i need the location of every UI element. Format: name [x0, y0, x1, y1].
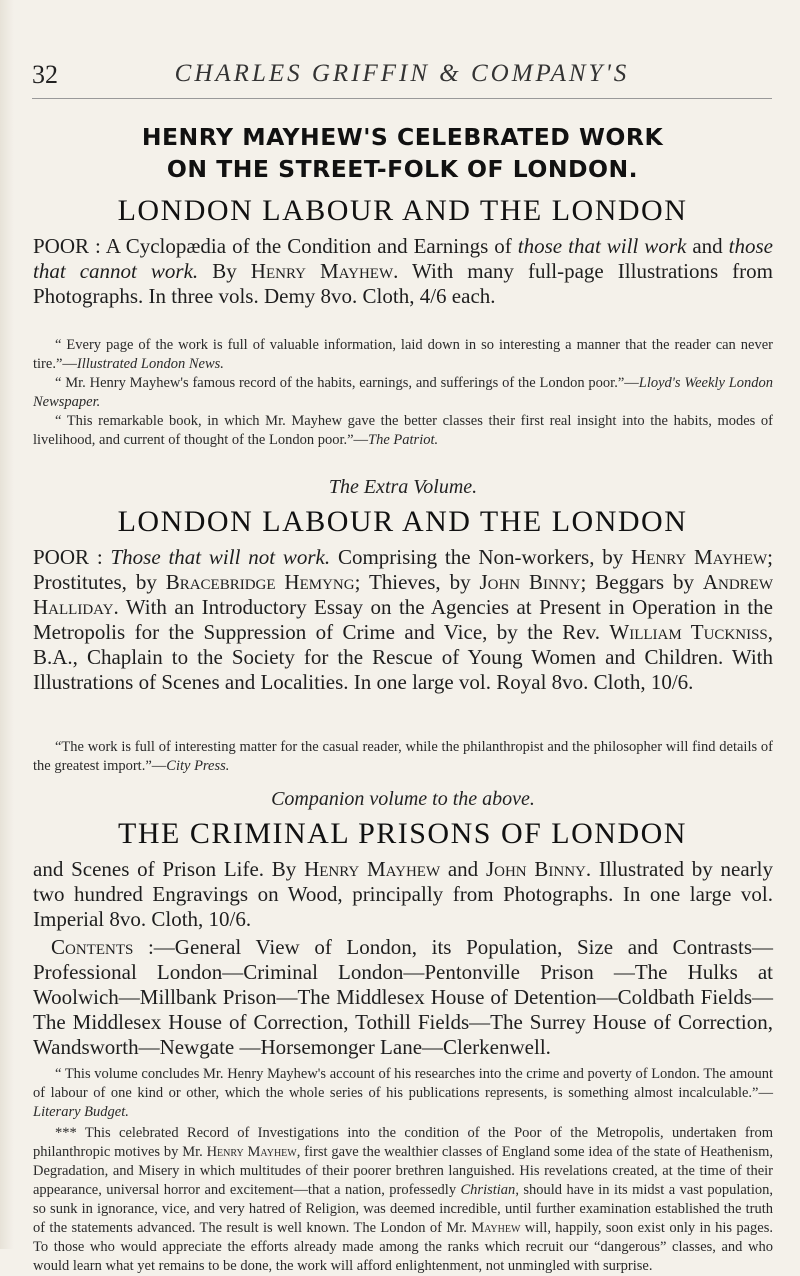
contents-label: Contents — [51, 935, 134, 959]
editorial-note: *** This celebrated Record of Investigations into the condition of the Poor of the Metropolis, undertaken from philanthropic motives by Mr. Henry Mayhew, first gave the wealthier classes of England some idea of the state of Heathenism, Degradation, and Misery in which multitudes of their poorer brethren languished. His revelations created, at the time of their appearance, universal horror and excitement—that a nation, professedly Christian, should have in its midst a vast population, so sunk in ignorance, vice, and very hatred of Religion, was deemed incredible, until further examination established the truth of the statements advanced. The result is well known. The London of Mr. Mayhew will, happily, soon exist only in his pages. To those who would appreciate the efforts already made among the ranks which recruit our “dangerous” classes, and who would learn what yet remains to be done, the work will afford enlightenment, not unmingled with surprise. — [33, 1125, 774, 1274]
review-quote: “ Every page of the work is full of valuable information, laid down in so interesting a manner that the reader can never tire.”—Illustrated London News. — [33, 337, 773, 372]
book3-contents: Contents :—General View of London, its Population, Size and Contrasts—Professional London—Criminal London—Pentonville Prison —The Hulks at Woolwich—Millbank Prison—The Middlesex House of Detention—Coldbath Fields—The Middlesex House of Correction, Tothill Fields—The Surrey House of Correction, Wandsworth—Newgate —Horsemonger Lane—Clerkenwell. — [33, 935, 773, 1059]
page-number: 32 — [32, 60, 58, 89]
book3-review — [33, 1065, 773, 1122]
main-heading-line1: HENRY MAYHEW'S CELEBRATED WORK — [141, 123, 664, 151]
book1-title: LONDON LABOUR AND THE LONDON — [117, 194, 688, 227]
book1-reviews — [33, 336, 773, 450]
author-name: Henry Mayhew — [250, 259, 394, 283]
review-quote: “ This volume concludes Mr. Henry Mayhew's account of his researches into the crime and poverty of London. The amount of labour of one kind or other, which the whole series of his publications represents, is something almost incalculable.”—Literary Budget. — [33, 1066, 773, 1120]
page-edge-shadow — [0, 0, 14, 1249]
running-title: CHARLES GRIFFIN & COMPANY'S — [174, 60, 630, 87]
review-quote: “ Mr. Henry Mayhew's famous record of the habits, earnings, and sufferings of the London poor.”—Lloyd's Weekly London Newspaper. — [33, 375, 774, 410]
main-heading-line2: ON THE STREET-FOLK OF LONDON. — [166, 155, 639, 183]
review-quote: “The work is full of interesting matter for the casual reader, while the philanthropist and the philosopher will find details of the greatest import.”—City Press. — [33, 739, 773, 774]
book2-label: The Extra Volume. — [328, 476, 478, 498]
running-head — [32, 60, 772, 100]
book3-title: THE CRIMINAL PRISONS OF LONDON — [118, 817, 687, 850]
book3-description: and Scenes of Prison Life. By Henry Mayhew and John Binny. Illustrated by nearly two hundred Engravings on Wood, principally from Photographs. In one large vol. Imperial 8vo. Cloth, 10/6. — [33, 857, 773, 931]
book1-description: POOR : A Cyclopædia of the Condition and Earnings of those that will work and those that cannot work. By Henry Mayhew. With many full-page Illustrations from Photographs. In three vols. Demy 8vo. Cloth, 4/6 each. — [33, 234, 773, 308]
book3-label: Companion volume to the above. — [271, 788, 535, 810]
book2-description: POOR : Those that will not work. Comprising the Non-workers, by Henry Mayhew; Prostitutes, by Bracebridge Hemyng; Thieves, by John Binny; Beggars by Andrew Halliday. With an Introductory Essay on the Agencies at Present in Operation in the Metropolis for the Suppression of Crime and Vice, by the Rev. William Tuckniss, B.A., Chaplain to the Society for the Rescue of Young Women and Children. With Illustrations of Scenes and Localities. In one large vol. Royal 8vo. Cloth, 10/6. — [33, 545, 774, 694]
book2-title: LONDON LABOUR AND THE LONDON — [117, 505, 688, 538]
head-rule — [32, 98, 772, 99]
book2-review — [33, 738, 773, 776]
review-quote: “ This remarkable book, in which Mr. Mayhew gave the better classes their first real insight into the habits, modes of livelihood, and current of thought of the London poor.”—The Patriot. — [33, 413, 773, 448]
